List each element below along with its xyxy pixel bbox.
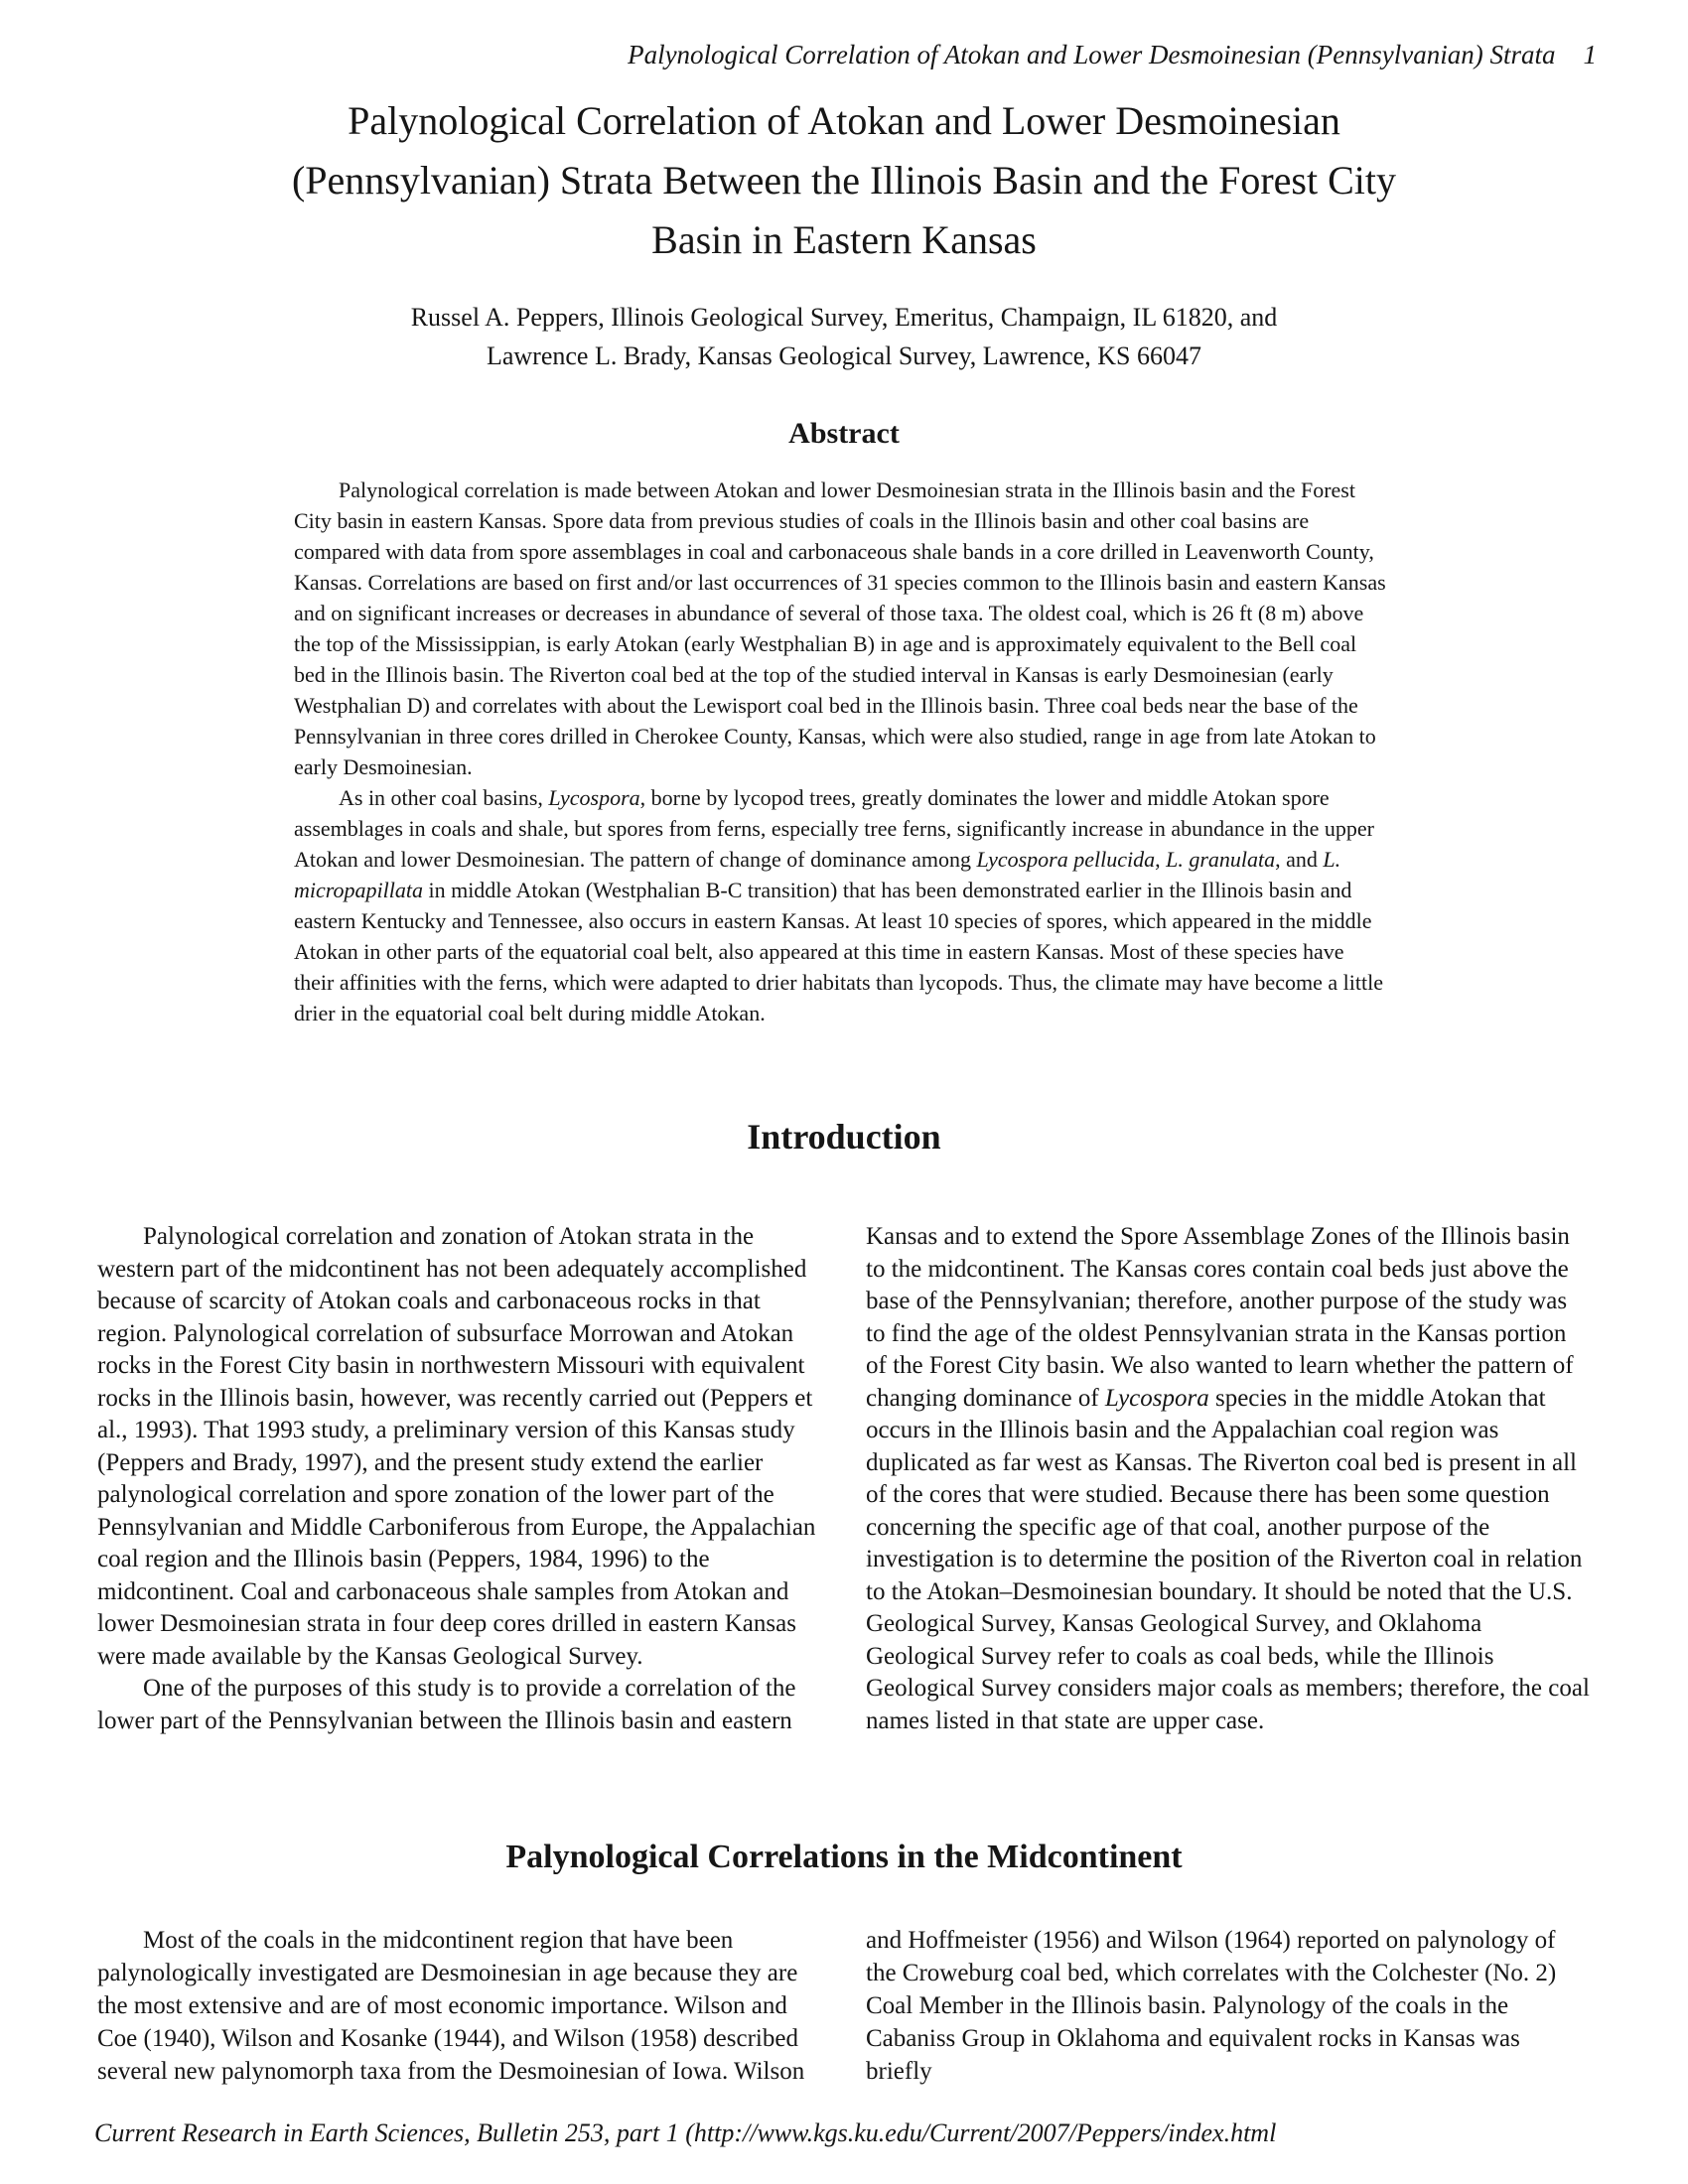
- running-header-title: Palynological Correlation of Atokan and Lower Desmoinesian (Pennsylvanian) Strata: [628, 40, 1556, 69]
- midcontinent-heading: Palynological Correlations in the Midcontinent: [505, 1839, 1183, 1875]
- running-header: [97, 40, 1597, 70]
- introduction-body: [97, 1221, 1591, 1737]
- abstract-paragraph-2: As in other coal basins, Lycospora, borne by lycopod trees, greatly dominates the lower and middle Atokan spore assemblages in coals and shale, but spores from ferns, especially tree ferns, significantly increase in abundance in the upper Atokan and lower Desmoinesian. The pattern of change of dominance among Lycospora pellucida, L. granulata, and L. micropapillata in middle Atokan (Westphalian B-C transition) that has been demonstrated earlier in the Illinois basin and eastern Kentucky and Tennessee, also occurs in eastern Kansas. At least 10 species of spores, which appeared in the middle Atokan in other parts of the equatorial coal belt, also appeared at this time in eastern Kansas. Most of these species have their affinities with the ferns, which were adapted to drier habitats than lycopods. Thus, the climate may have become a little drier in the equatorial coal belt during middle Atokan.: [294, 785, 1384, 1025]
- midcontinent-paragraph-1: Most of the coals in the midcontinent region that have been palynologically investigated are Desmoinesian in age because they are the most extensive and are of most economic importance. Wilson and Coe (1940), Wilson and Kosanke (1944), and Wilson (1958) described several new palynomorph taxa from the Desmoinesian of Iowa. Wilson and Hoffmeister (1956) and Wilson (1964) reported on palynology of the Croweburg coal bed, which correlates with the Colchester (No. 2) Coal Member in the Illinois basin. Palynology of the coals in the Cabaniss Group in Oklahoma and equivalent rocks in Kansas was briefly: [97, 1927, 1557, 2085]
- author-line-1: Russel A. Peppers, Illinois Geological Survey, Emeritus, Champaign, IL 61820, and: [410, 303, 1278, 332]
- footer-citation: Current Research in Earth Sciences, Bulletin 253, part 1 (http://www.kgs.ku.edu/Current/2007/Peppers/index.html: [94, 2118, 1277, 2147]
- midcontinent-body: [97, 1924, 1591, 2088]
- abstract-heading: Abstract: [788, 417, 900, 450]
- abstract-body: [294, 475, 1388, 1028]
- author-block: [99, 298, 1589, 375]
- paper-title: [109, 91, 1579, 270]
- introduction-heading: Introduction: [747, 1117, 941, 1157]
- introduction-paragraph-1: Palynological correlation and zonation of Atokan strata in the western part of the midcontinent has not been adequately accomplished because of scarcity of Atokan coals and carbonaceous rocks in that region. Palynological correlation of subsurface Morrowan and Atokan rocks in the Forest City basin in northwestern Missouri with equivalent rocks in the Illinois basin, however, was recently carried out (Peppers et al., 1993). That 1993 study, a preliminary version of this Kansas study (Peppers and Brady, 1997), and the present study extend the earlier palynological correlation and spore zonation of the lower part of the Pennsylvanian and Middle Carboniferous from Europe, the Appalachian coal region and the Illinois basin (Peppers, 1984, 1996) to the midcontinent. Coal and carbonaceous shale samples from Atokan and lower Desmoinesian strata in four deep cores drilled in eastern Kansas were made available by the Kansas Geological Survey.: [97, 1223, 816, 1670]
- page-number: 1: [1583, 40, 1597, 69]
- abstract-paragraph-1: Palynological correlation is made between Atokan and lower Desmoinesian strata in the Illinois basin and the Forest City basin in eastern Kansas. Spore data from previous studies of coals in the Illinois basin and other coal basins are compared with data from spore assemblages in coal and carbonaceous shale bands in a core drilled in Leavenworth County, Kansas. Correlations are based on first and/or last occurrences of 31 species common to the Illinois basin and eastern Kansas and on significant increases or decreases in abundance of several of those taxa. The oldest coal, which is 26 ft (8 m) above the top of the Mississippian, is early Atokan (early Westphalian B) in age and is approximately equivalent to the Bell coal bed in the Illinois basin. The Riverton coal bed at the top of the studied interval in Kansas is early Desmoinesian (early Westphalian D) and correlates with about the Lewisport coal bed in the Illinois basin. Three coal beds near the base of the Pennsylvanian in three cores drilled in Cherokee County, Kansas, which were also studied, range in age from late Atokan to early Desmoinesian.: [294, 478, 1386, 779]
- author-line-2: Lawrence L. Brady, Kansas Geological Survey, Lawrence, KS 66047: [486, 341, 1202, 370]
- paper-title-line-3: Basin in Eastern Kansas: [651, 217, 1037, 262]
- introduction-paragraph-2: One of the purposes of this study is to provide a correlation of the lower part of the Pennsylvanian between the Illinois basin and eastern Kansas and to extend the Spore Assemblage Zones of the Illinois basin to the midcontinent. The Kansas cores contain coal beds just above the base of the Pennsylvanian; therefore, another purpose of the study was to find the age of the oldest Pennsylvanian strata in the Kansas portion of the Forest City basin. We also wanted to learn whether the pattern of changing dominance of Lycospora species in the middle Atokan that occurs in the Illinois basin and the Appalachian coal region was duplicated as far west as Kansas. The Riverton coal bed is present in all of the cores that were studied. Because there has been some question concerning the specific age of that coal, another purpose of the investigation is to determine the position of the Riverton coal in relation to the Atokan–Desmoinesian boundary. It should be noted that the U.S. Geological Survey, Kansas Geological Survey, and Oklahoma Geological Survey refer to coals as coal beds, while the Illinois Geological Survey considers major coals as members; therefore, the coal names listed in that state are upper case.: [97, 1223, 1590, 1734]
- paper-title-line-2: (Pennsylvanian) Strata Between the Illinois Basin and the Forest City: [291, 158, 1397, 203]
- paper-title-line-1: Palynological Correlation of Atokan and Lower Desmoinesian: [348, 98, 1340, 143]
